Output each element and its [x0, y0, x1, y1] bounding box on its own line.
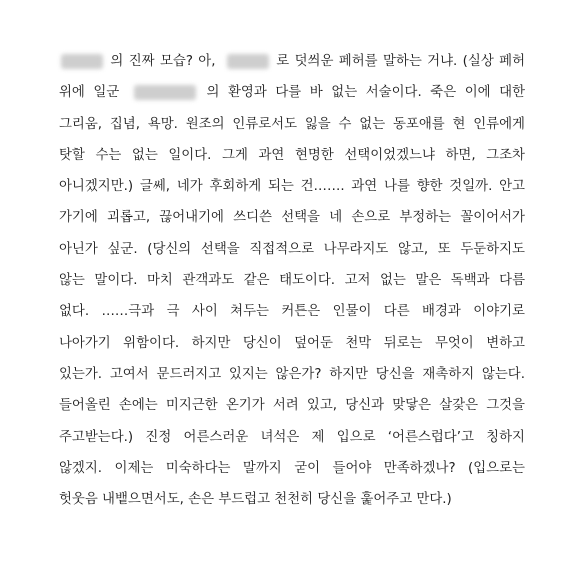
text-line: 아니겠지만.) 글쎄, 네가 후회하게 되는 건……. 과연 나를 향한 것일까. 안고 — [59, 179, 525, 195]
redaction-blur — [227, 54, 269, 69]
body-text — [59, 46, 525, 515]
text-line: 헛웃음 내뱉으면서도, 손은 부드럽고 천천히 당신을 훑어주고 만다.) — [59, 492, 452, 508]
text-line — [59, 46, 525, 77]
text-line: 탓할 수는 없는 일이다. 그게 과연 현명한 선택이었겠느냐 하면, 그조차 — [59, 147, 525, 163]
text-segment: 로 덧씌운 페허를 말하는 거냐. (실상 페허 — [276, 54, 526, 69]
redaction-blur — [134, 85, 196, 100]
text-line: 가기에 괴롭고, 끊어내기에 쓰디쓴 선택을 네 손으로 부정하는 꼴이어서가 — [59, 210, 525, 226]
redaction-blur — [61, 54, 103, 69]
text-line: 있는가. 고여서 문드러지고 있지는 않은가? 하지만 당신을 재촉하지 않는다. — [59, 366, 525, 382]
text-line — [59, 77, 525, 108]
text-line: 않는 말이다. 마치 관객과도 같은 태도이다. 고저 없는 말은 독백과 다름 — [59, 273, 525, 289]
text-segment: 의 진짜 모습? 아, — [110, 54, 216, 69]
text-line: 나아가기 위함이다. 하지만 당신이 덮어둔 천막 뒤로는 무엇이 변하고 — [59, 335, 525, 351]
text-line: 주고받는다.) 진정 어른스러운 녀석은 제 입으로 ‘어른스럽다’고 칭하지 — [59, 429, 525, 445]
text-line: 없다. ……극과 극 사이 쳐두는 커튼은 인물이 다른 배경과 이야기로 — [59, 304, 525, 320]
text-line: 아닌가 싶군. (당신의 선택을 직접적으로 나무라지도 않고, 또 두둔하지도 — [59, 241, 525, 257]
text-line: 그리움, 집념, 욕망. 원조의 인류로서도 잃을 수 없는 동포애를 현 인류에게 — [59, 116, 525, 132]
text-segment: 위에 일군 — [59, 85, 120, 101]
text-line: 않겠지. 이제는 미숙하다는 말까지 굳이 들어야 만족하겠나? (입으로는 — [59, 460, 525, 476]
text-line: 들어올린 손에는 미지근한 온기가 서려 있고, 당신과 맞닿은 살갗은 그것을 — [59, 398, 525, 414]
text-segment: 의 환영과 다를 바 없는 서술이다. 죽은 이에 대한 — [206, 85, 526, 101]
